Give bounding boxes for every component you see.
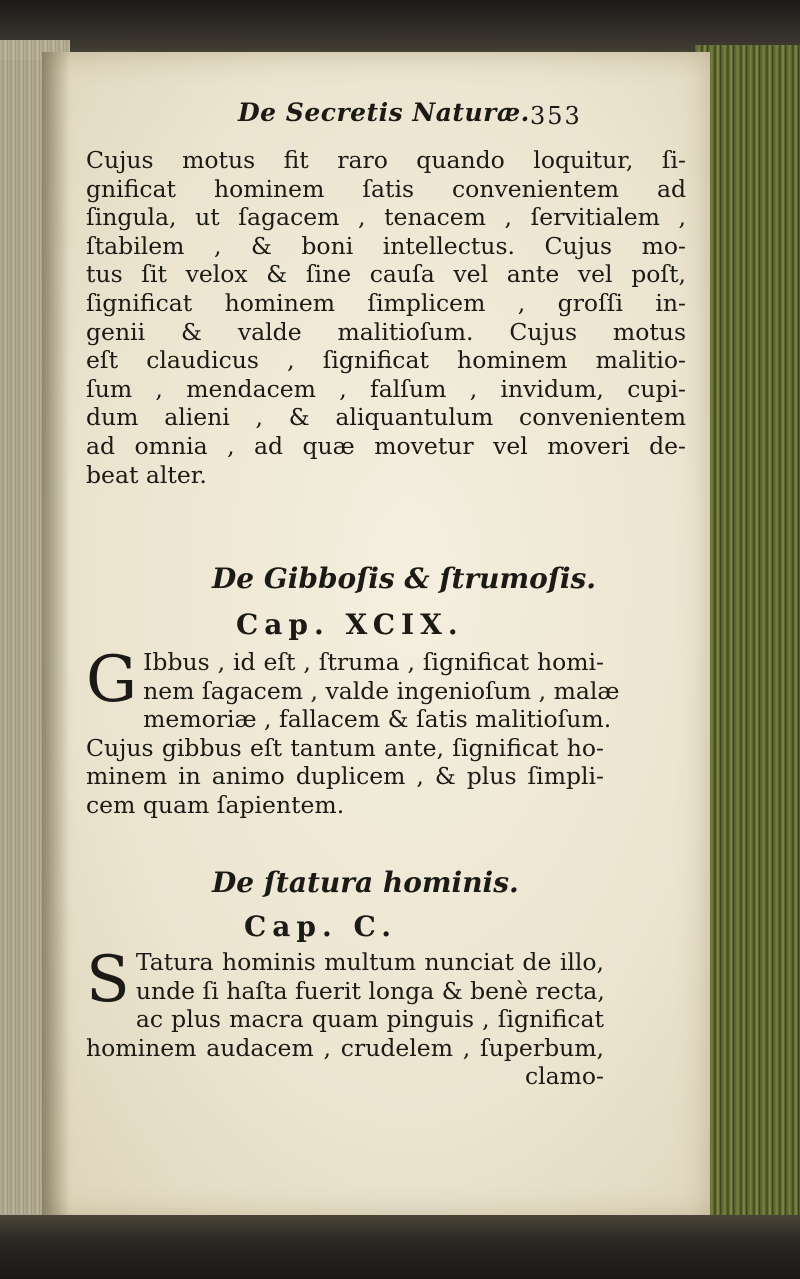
binding-top xyxy=(0,0,800,60)
binding-bottom xyxy=(0,1215,800,1279)
catchword: clamo- xyxy=(524,1062,604,1091)
section1-paragraph xyxy=(86,146,686,489)
text-line: hominem audacem , crudelem , ſuperbum, xyxy=(86,1033,604,1062)
text-line: genii & valde malitioſum. Cujus motus xyxy=(86,317,686,346)
chapter99-heading: De Gibboſis & ſtrumoſis. xyxy=(212,562,597,595)
text-line: unde ſi haſta fuerit longa & benè recta, xyxy=(135,976,605,1005)
text-line: beat alter. xyxy=(86,460,207,489)
text-line: ſum , mendacem , falſum , invidum, cupi- xyxy=(86,374,686,403)
text-line: ſtabilem , & boni intellectus. Cujus mo- xyxy=(86,231,686,260)
text-line: Ibbus , id eſt , ſtruma , ſignificat homi- xyxy=(143,648,604,676)
chapter99-cap-label: Cap. XCIX. xyxy=(236,608,464,641)
text-line: Tatura hominis multum nunciat de illo, xyxy=(135,948,604,976)
chapter99-paragraph xyxy=(86,643,620,820)
drop-cap: G xyxy=(86,643,138,717)
text-line: nem ſagacem , valde ingenioſum , malæ xyxy=(143,676,620,705)
text-line: Cujus gibbus eſt tantum ante, ſignificat ho- xyxy=(86,733,604,762)
text-line: ſingula, ut ſagacem , tenacem , ſervitialem , xyxy=(86,203,686,232)
right-cover-edge xyxy=(695,45,800,1235)
text-line: tus ſit velox & ſine cauſa vel ante vel poſt, xyxy=(86,260,686,289)
chapter100-cap-label: Cap. C. xyxy=(244,910,398,943)
text-line: minem in animo duplicem , & plus ſimpli- xyxy=(86,762,604,791)
text-line: ſignificat hominem ſimplicem , groſſi in- xyxy=(86,288,686,317)
page-number: 353 xyxy=(530,102,582,130)
text-line: ad omnia , ad quæ movetur vel moveri de- xyxy=(86,431,686,460)
text-line: cem quam ſapientem. xyxy=(86,790,345,819)
running-title: De Secretis Naturæ. xyxy=(238,98,530,127)
chapter100-heading: De ſtatura hominis. xyxy=(212,866,519,899)
text-line: ac plus macra quam pinguis , ſignificat xyxy=(135,1005,604,1034)
text-line: dum alieni , & aliquantulum convenientem xyxy=(86,403,686,432)
chapter100-paragraph xyxy=(86,943,605,1091)
page-gutter xyxy=(42,52,70,1220)
text-line: gnificat hominem ſatis convenientem ad xyxy=(86,174,686,203)
text-line: memoriæ , fallacem & ſatis malitioſum. xyxy=(143,705,612,734)
text-line: eſt claudicus , ſignificat hominem malitio- xyxy=(86,346,686,375)
text-line: Cujus motus fit raro quando loquitur, ſi- xyxy=(86,146,686,174)
drop-cap: S xyxy=(86,943,130,1017)
